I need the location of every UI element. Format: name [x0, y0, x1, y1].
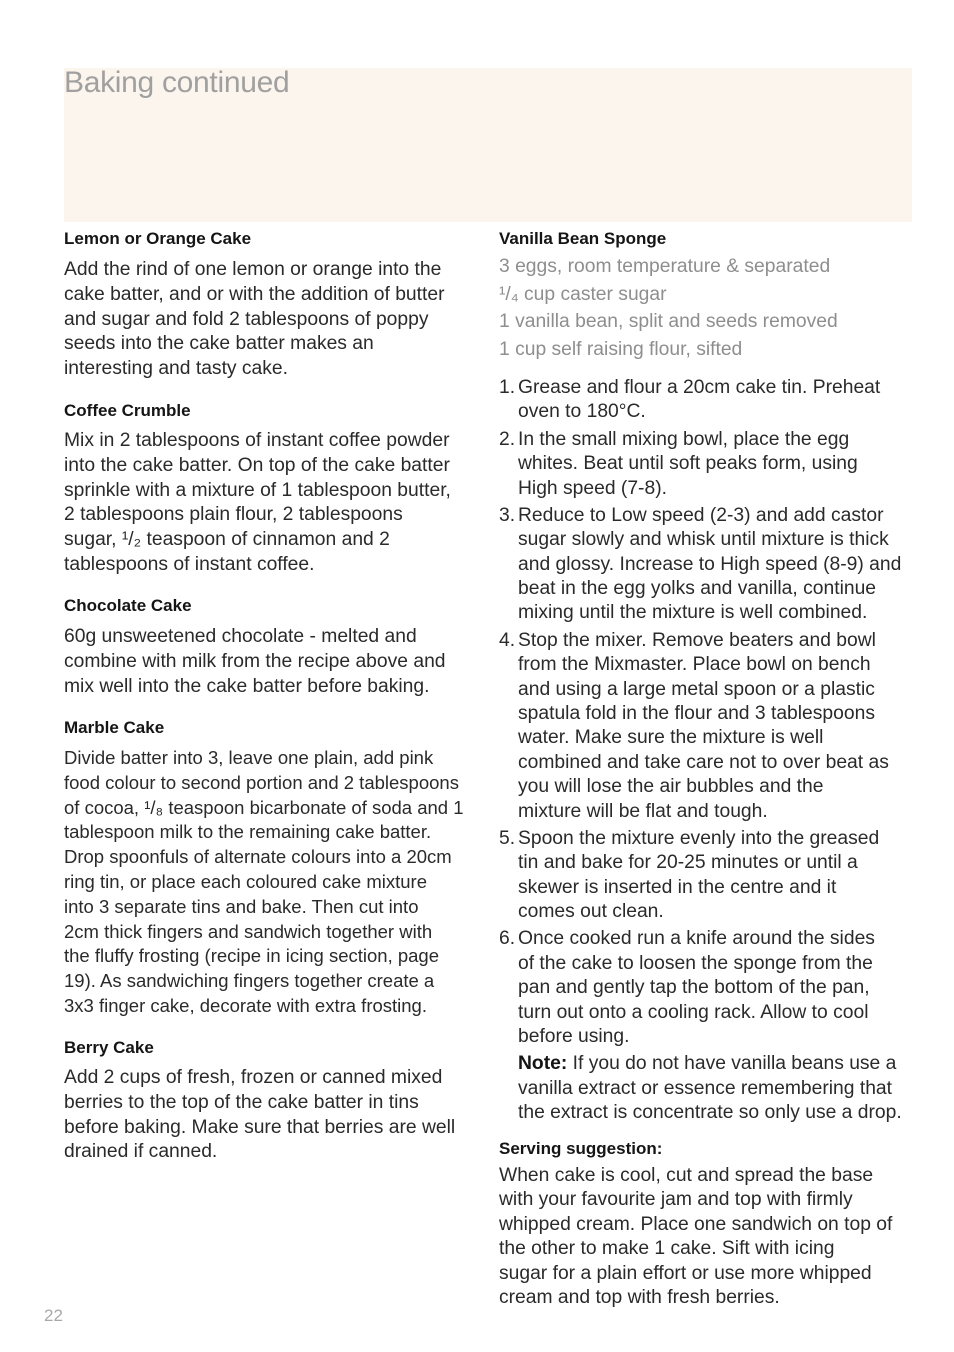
step-text	[518, 927, 875, 1049]
section-heading: Lemon or Orange Cake	[64, 229, 252, 248]
text-line: Add 2 cups of fresh, frozen or canned mixed	[64, 1067, 443, 1088]
step-text	[518, 376, 880, 425]
text-line: the fluffy frosting (recipe in icing section, page	[64, 945, 440, 967]
step-line: before using.	[518, 1026, 630, 1048]
step-line: tin and bake for 20-25 minutes or until a	[518, 852, 858, 874]
section-heading: Serving suggestion:	[499, 1139, 663, 1158]
note-line	[518, 1052, 902, 1076]
text-line: Add the rind of one lemon or orange into the	[64, 259, 442, 280]
text-line: drained if canned.	[64, 1141, 218, 1163]
step-line: from the Mixmaster. Place bowl on bench	[518, 654, 871, 676]
step-number: 2.	[499, 428, 516, 450]
method-step	[499, 629, 902, 824]
method-step	[499, 376, 902, 425]
text-line: into the cake batter. On top of the cake batter	[64, 454, 450, 476]
step-line: and using a large metal spoon or a plastic	[518, 678, 875, 700]
step-text	[518, 827, 879, 925]
step-line: beat in the egg yolks and vanilla, continue	[518, 578, 877, 600]
text-line: cake batter, and or with the addition of butter	[64, 283, 445, 305]
section-heading: Chocolate Cake	[64, 596, 192, 615]
method-step	[499, 504, 902, 626]
text-line: with your favourite jam and top with firmly	[499, 1189, 853, 1211]
text-line: tablespoons of instant coffee.	[64, 553, 315, 575]
text-line: cream and top with fresh berries.	[499, 1287, 780, 1309]
step-line: Grease and flour a 20cm cake tin. Preheat	[518, 377, 881, 398]
step-line: combined and take care not to over beat as	[518, 751, 889, 773]
step-line: pan and gently tap the bottom of the pan,	[518, 977, 870, 999]
step-line: skewer is inserted in the centre and it	[518, 876, 837, 898]
text-line: 60g unsweetened chocolate - melted and	[64, 626, 417, 647]
section-paragraph	[64, 625, 446, 699]
text-line: 3x3 finger cake, decorate with extra frosting.	[64, 994, 427, 1016]
note-line: the extract is concentrate so only use a drop.	[518, 1102, 902, 1124]
page-title: Baking continued	[64, 66, 290, 99]
text-line: mix well into the cake batter before baking.	[64, 675, 430, 697]
step-text	[518, 504, 901, 626]
ingredient-list	[499, 253, 838, 364]
text-line: ring tin, or place each coloured cake mixture	[64, 870, 427, 892]
step-line: of the cake to loosen the sponge from the	[518, 952, 873, 974]
text-line: and sugar and fold 2 tablespoons of poppy	[64, 308, 429, 330]
step-line: turn out onto a cooling rack. Allow to cool	[518, 1001, 869, 1023]
note-label: Note:	[518, 1053, 568, 1075]
step-number: 6.	[499, 928, 516, 950]
section-heading: Marble Cake	[64, 718, 165, 737]
step-line: Stop the mixer. Remove beaters and bowl	[518, 629, 876, 651]
recipe-heading: Vanilla Bean Sponge	[499, 229, 667, 248]
note-line: vanilla extract or essence remembering that	[518, 1077, 893, 1099]
text-line: 2 tablespoons plain flour, 2 tablespoons	[64, 504, 403, 526]
step-line: mixture will be flat and tough.	[518, 800, 768, 822]
step-line: mixing until the mixture is well combined.	[518, 602, 868, 624]
text-line: into 3 separate tins and bake. Then cut into	[64, 895, 419, 917]
text-line: When cake is cool, cut and spread the base	[499, 1165, 874, 1186]
step-line: Reduce to Low speed (2-3) and add castor	[518, 504, 884, 526]
step-number: 1.	[499, 377, 516, 398]
text-line: sprinkle with a mixture of 1 tablespoon butter,	[64, 479, 451, 501]
text-line: whipped cream. Place one sandwich on top of	[499, 1213, 893, 1235]
page-number: 22	[44, 1306, 63, 1325]
section-paragraph	[64, 1066, 455, 1165]
text-line: interesting and tasty cake.	[64, 358, 289, 380]
step-line: Spoon the mixture evenly into the greased	[518, 827, 880, 849]
step-number: 3.	[499, 504, 516, 526]
text-line: sugar for a plain effort or use more whipped	[499, 1262, 872, 1284]
text-line: 2cm thick fingers and sandwich together with	[64, 920, 433, 942]
step-line: In the small mixing bowl, place the egg	[518, 428, 850, 450]
step-line: whites. Beat until soft peaks form, using	[518, 453, 858, 475]
step-text	[518, 428, 858, 501]
step-line: High speed (7-8).	[518, 477, 667, 499]
tip-note	[518, 1052, 902, 1125]
section-heading: Coffee Crumble	[64, 401, 191, 420]
ingredient-item: 1 vanilla bean, split and seeds removed	[499, 311, 838, 333]
text-line: food colour to second portion and 2 tablespoons	[64, 771, 459, 793]
step-number: 4.	[499, 629, 516, 651]
section-heading: Berry Cake	[64, 1038, 154, 1057]
text-line: tablespoon milk to the remaining cake batter.	[64, 821, 432, 843]
method-step	[499, 428, 902, 501]
text-line: berries to the top of the cake batter in tins	[64, 1091, 419, 1113]
step-line: and glossy. Increase to High speed (8-9) and	[518, 553, 902, 575]
text-line: Drop spoonfuls of alternate colours into a 20cm	[64, 846, 452, 868]
text-line: 19). As sandwiching fingers together create a	[64, 970, 435, 992]
ingredient-item: ¹/₄ cup caster sugar	[499, 283, 667, 305]
step-line: comes out clean.	[518, 901, 664, 923]
note-text: If you do not have vanilla beans use a	[572, 1053, 897, 1075]
step-number: 5.	[499, 827, 516, 849]
step-line: oven to 180°C.	[518, 401, 646, 423]
text-line: Divide batter into 3, leave one plain, add pink	[64, 747, 434, 768]
text-line: before baking. Make sure that berries are well	[64, 1116, 456, 1138]
step-line: spatula fold in the flour and 3 tablespoons	[518, 702, 875, 724]
ingredient-item: 1 cup self raising flour, sifted	[499, 339, 743, 361]
section-paragraph	[64, 258, 445, 382]
method-step	[499, 927, 902, 1049]
method-step	[499, 827, 902, 925]
method-steps	[499, 376, 902, 1126]
step-line: Once cooked run a knife around the sides	[518, 928, 875, 950]
text-line: the other to make 1 cake. Sift with icing	[499, 1238, 835, 1260]
step-line: you will lose the air bubbles and the	[518, 776, 824, 798]
text-line: seeds into the cake batter makes an	[64, 333, 374, 355]
text-line: sugar, ¹/₂ teaspoon of cinnamon and 2	[64, 529, 390, 551]
text-line: Mix in 2 tablespoons of instant coffee powder	[64, 430, 450, 451]
section-paragraph	[499, 1164, 892, 1310]
text-line: combine with milk from the recipe above and	[64, 650, 446, 672]
ingredient-item: 3 eggs, room temperature & separated	[499, 256, 831, 277]
step-line: water. Make sure the mixture is well	[518, 727, 824, 749]
section-paragraph	[64, 429, 451, 578]
step-line: sugar slowly and whisk until mixture is thick	[518, 529, 889, 551]
step-text	[518, 629, 889, 824]
section-paragraph	[64, 746, 464, 1019]
text-line: of cocoa, ¹/₈ teaspoon bicarbonate of soda and 1	[64, 796, 464, 818]
